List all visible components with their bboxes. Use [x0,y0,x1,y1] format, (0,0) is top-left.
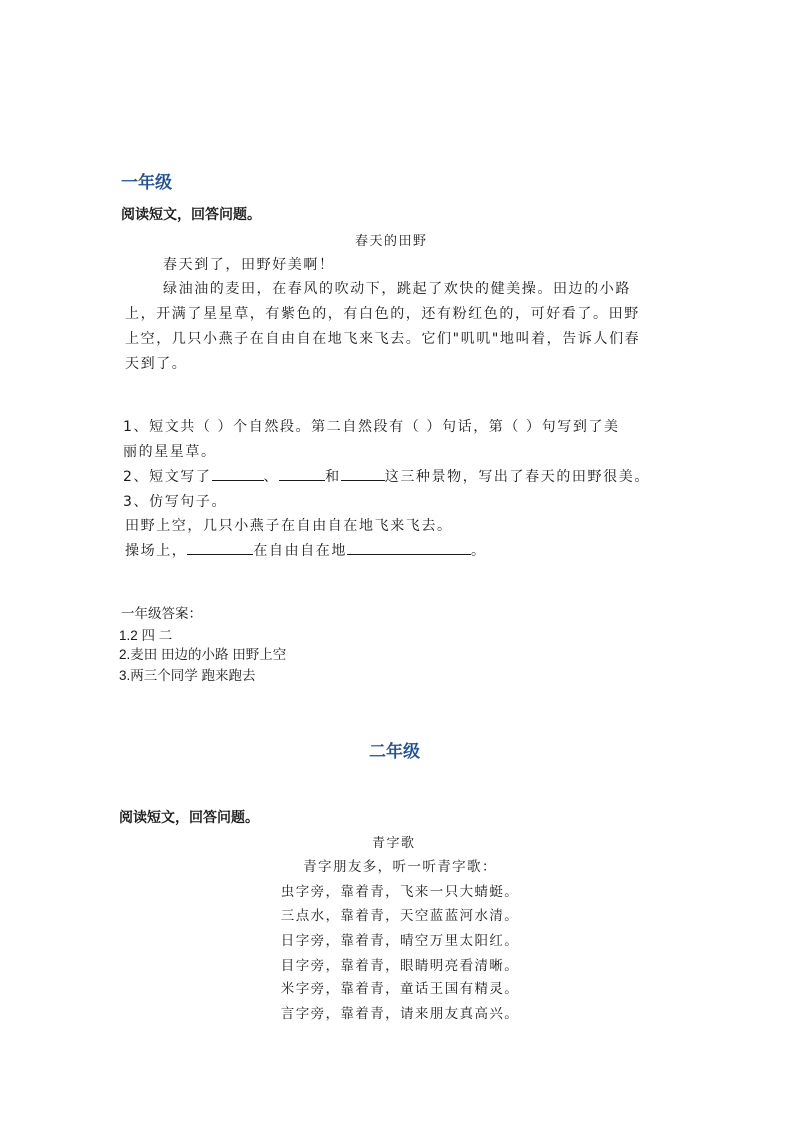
story-line: 天到了。 [125,356,188,372]
answers-title: 一年级答案： [121,606,202,621]
question-2-text: 和 [325,469,341,485]
poem-line: 日字旁，靠着青，晴空万里太阳红。 [280,933,520,949]
question-3-text: 在自由自在地 [253,543,348,559]
answer-blank[interactable] [212,466,264,481]
grade1-heading: 一年级 [121,173,172,193]
answer-blank[interactable] [187,540,253,555]
poem-line: 目字旁，靠着青，眼睛明亮看清晰。 [280,958,520,974]
question-3-text: 操场上， [125,543,188,559]
story-line: 上空，几只小燕子在自由自在地飞来飞去。它们"叽叽"地叫着，告诉人们春 [125,331,641,347]
grade2-instruction: 阅读短文，回答问题。 [119,810,259,826]
answer-blank[interactable] [279,466,325,481]
story-line: 绿油油的麦田，在春风的吹动下，跳起了欢快的健美操。田边的小路 [163,281,631,297]
poem-line: 米字旁，靠着青，童话王国有精灵。 [280,981,520,997]
question-2-text: 2、短文写了 [123,469,212,485]
question-3-imitation [125,540,487,560]
story-title: 春天的田野 [355,234,428,249]
poem-line: 三点水，靠着青，天空蓝蓝河水清。 [280,908,520,924]
story-line: 上，开满了星星草，有紫色的，有白色的，还有粉红色的，可好看了。田野 [125,306,640,322]
answer-blank[interactable] [341,466,385,481]
question-2-text: 这三种景物，写出了春天的田野很美。 [384,469,650,485]
answer-blank[interactable] [347,540,471,555]
poem-line: 青字朋友多，听一听青字歌： [303,859,497,875]
question-1-line-1: 1、短文共（ ）个自然段。第二自然段有（ ）句话，第（ ）句写到了美 [123,419,620,435]
grade2-heading: 二年级 [369,742,420,762]
question-3: 3、仿写句子。 [123,494,228,510]
poem-line: 言字旁，靠着青，请来朋友真高兴。 [280,1006,520,1022]
question-1-line-2: 丽的星星草。 [123,444,217,460]
answer-line: 3.两三个同学 跑来跑去 [119,668,256,683]
answer-line: 2.麦田 田边的小路 田野上空 [119,647,287,662]
poem-title: 青字歌 [372,836,416,851]
poem-line: 虫字旁，靠着青，飞来一只大蜻蜓。 [280,884,520,900]
separator: 、 [263,469,280,485]
question-2 [123,466,650,486]
story-line: 春天到了，田野好美啊！ [163,257,335,273]
answer-line: 1.2 四 二 [119,628,173,643]
grade1-instruction: 阅读短文，回答问题。 [121,207,261,223]
question-3-example: 田野上空，几只小燕子在自由自在地飞来飞去。 [125,518,453,534]
question-3-text: 。 [471,543,487,559]
